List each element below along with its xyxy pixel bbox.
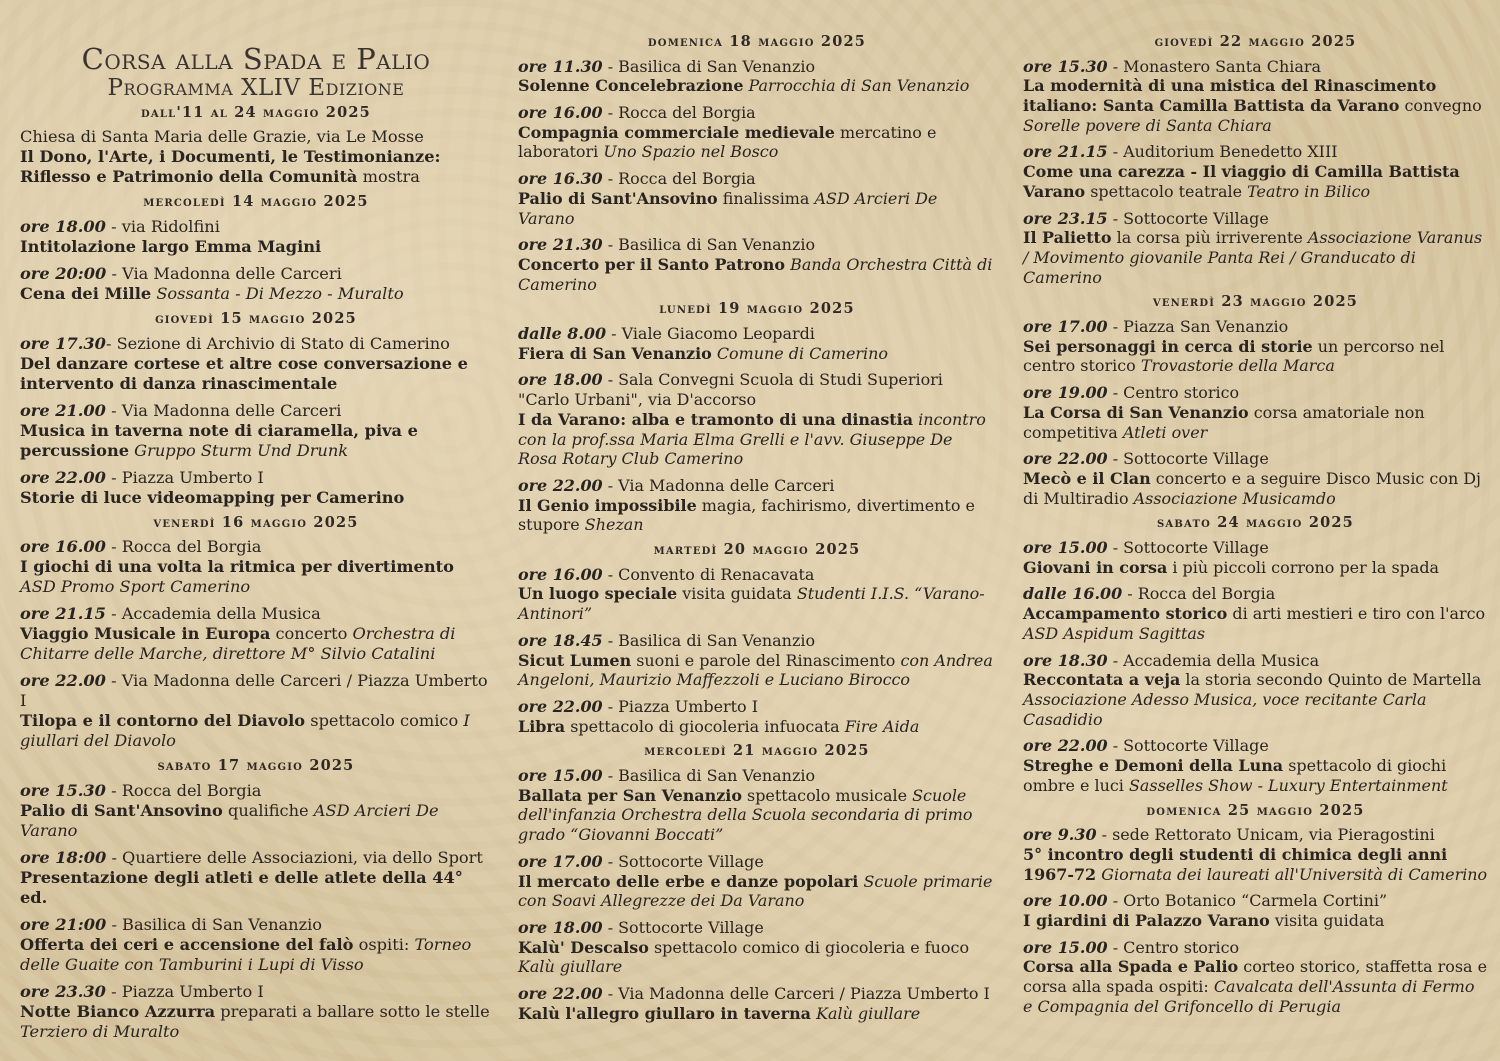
- event-name: Giovani in corsa: [1023, 557, 1168, 577]
- event-organizer: Fire Aida: [844, 716, 920, 736]
- event-place: - Rocca del Borgia: [602, 169, 756, 189]
- event-place: - Via Madonna delle Carceri / Piazza Umberto I: [20, 671, 488, 711]
- event-place: - Quartiere delle Associazioni, via dello Sport: [106, 847, 483, 867]
- event-time: ore 21.15: [1023, 142, 1108, 162]
- event-description: un percorso nel centro storico: [1023, 336, 1445, 376]
- event-place: - Sottocorte Village: [1107, 736, 1269, 756]
- event-organizer: ASD Arcieri De Varano: [20, 800, 439, 840]
- event-time: ore 21.00: [20, 400, 106, 420]
- event-description: spettacolo di giochi ombre e luci: [1023, 756, 1447, 795]
- event-time: ore 17.00: [1023, 317, 1108, 337]
- event-time: ore 20:00: [20, 263, 107, 283]
- event-place: - Sottocorte Village: [602, 918, 764, 937]
- event-organizer: Scuole dell'infanzia Orchestra della Scuola secondaria di primo grado “Giovanni Boccati”: [518, 785, 973, 845]
- event-item: [20, 264, 492, 304]
- event-place: - Via Madonna delle Carceri: [602, 476, 835, 495]
- event-description: mercatino e laboratori: [518, 122, 937, 162]
- event-time: ore 22.00: [20, 467, 106, 487]
- day-header: sabato 17 maggio 2025: [157, 757, 355, 775]
- event-item: [20, 604, 492, 664]
- event-place: - Basilica di San Venanzio: [106, 914, 323, 934]
- event-description: spettacolo teatrale: [1090, 181, 1243, 201]
- event-description: magia, fachirismo, divertimento e stupore: [518, 495, 975, 535]
- event-place: - Sottocorte Village: [1107, 208, 1269, 228]
- event-place: - Viale Giacomo Leopardi: [606, 324, 815, 344]
- event-time: ore 15.00: [1023, 937, 1108, 957]
- event-name: I giardini di Palazzo Varano: [1023, 911, 1270, 930]
- event-place: - Centro storico: [1107, 937, 1240, 957]
- event-place: - Rocca del Borgia: [105, 780, 262, 800]
- event-time: ore 15.00: [518, 766, 603, 786]
- event-name: Sei personaggi in cerca di storie: [1023, 336, 1313, 356]
- event-organizer: Studenti I.I.S. “Varano-Antinori”: [518, 584, 985, 624]
- event-time: ore 22.00: [20, 671, 106, 691]
- event-description: spettacolo musicale: [747, 785, 908, 805]
- event-place: - Piazza Umberto I: [602, 697, 758, 716]
- event-place: - Monastero Santa Chiara: [1107, 56, 1321, 76]
- event-organizer: Associazione Varanus / Movimento giovanile Panta Rei / Granducato di Camerino: [1023, 228, 1483, 287]
- event-time: ore 22.00: [518, 476, 603, 495]
- event-organizer: Terziero di Muralto: [20, 1021, 180, 1041]
- event-item: [20, 468, 492, 508]
- event-organizer: I giullari del Diavolo: [20, 711, 470, 751]
- day-header: domenica 18 maggio 2025: [647, 33, 867, 50]
- event-item: [20, 217, 492, 257]
- title-line-2: Programma XLIV Edizione: [107, 75, 405, 102]
- event-name: Corsa alla Spada e Palio: [1023, 957, 1239, 977]
- event-description: finalissima: [722, 188, 810, 208]
- event-organizer: Atleti over: [1122, 422, 1208, 442]
- event-time: ore 18.00: [518, 918, 603, 937]
- event-name: Kalù' Descalso: [518, 937, 649, 957]
- event-place: - Piazza Umberto I: [105, 467, 264, 487]
- event-item: [1023, 383, 1488, 442]
- event-organizer: Sossanta - Di Mezzo - Muralto: [156, 283, 404, 303]
- program-title: [20, 44, 492, 101]
- event-item: [1023, 57, 1488, 136]
- event-item: [518, 103, 996, 162]
- event-organizer: Orchestra di Chitarre delle Marche, direttore M° Silvio Catalini: [20, 624, 456, 664]
- event-organizer: Shezan: [584, 515, 644, 535]
- event-place: - Basilica di San Venanzio: [602, 766, 816, 786]
- event-description: corsa amatoriale non competitiva: [1023, 402, 1425, 442]
- event-description: preparati a ballare sotto le stelle: [220, 1001, 490, 1021]
- event-place: - Rocca del Borgia: [602, 103, 756, 123]
- event-description: la storia secondo Quinto de Martella: [1185, 670, 1482, 690]
- event-place: - Sala Convegni Scuola di Studi Superiori "Carlo Urbani", via D'accorso: [518, 370, 943, 410]
- event-name: Il Genio impossibile: [518, 495, 697, 515]
- event-description: di arti mestieri e tiro con l'arco: [1232, 604, 1486, 624]
- event-time: ore 16.00: [518, 564, 603, 584]
- event-item: [1023, 538, 1488, 577]
- column-3: [1023, 0, 1488, 1024]
- event-organizer: Associazione Adesso Musica, voce recitante Carla Casadidio: [1023, 690, 1427, 729]
- event-description: la corsa più irriverente: [1116, 228, 1303, 248]
- event-item: [1023, 651, 1488, 730]
- day-header: mercoledì 21 maggio 2025: [644, 742, 870, 760]
- event-description: visita guidata: [1274, 911, 1385, 930]
- event-organizer: Parrocchia di San Venanzio: [748, 76, 970, 96]
- event-organizer: Kalù giullare: [518, 957, 623, 977]
- event-description: spettacolo comico: [310, 711, 459, 731]
- event-name: Fiera di San Venanzio: [518, 343, 712, 363]
- event-item: [518, 918, 996, 977]
- event-time: ore 22.00: [1023, 736, 1108, 756]
- event-name: Presentazione degli atleti e delle atlete della 44° ed.: [20, 867, 463, 907]
- event-organizer: ASD Promo Sport Camerino: [20, 577, 251, 597]
- event-time: ore 21.15: [20, 604, 106, 624]
- event-place: - Auditorium Benedetto XIII: [1107, 142, 1338, 162]
- event-time: ore 23.30: [20, 981, 106, 1001]
- event-description: mostra: [362, 167, 420, 187]
- event-name: Mecò e il Clan: [1023, 469, 1151, 488]
- event-organizer: con Andrea Angeloni, Maurizio Maffezzoli e Luciano Birocco: [518, 650, 993, 690]
- event-place: - sede Rettorato Unicam, via Pieragostini: [1096, 825, 1435, 845]
- event-name: I da Varano: alba e tramonto di una dinastia: [518, 409, 914, 429]
- event-name: Kalù l'allegro giullaro in taverna: [518, 1003, 811, 1023]
- event-place: - Sottocorte Village: [602, 851, 764, 871]
- column-1: [20, 0, 492, 1049]
- event-description: qualifiche: [227, 800, 309, 820]
- title-line-1: Corsa alla Spada e Palio: [81, 42, 431, 76]
- event-item: [20, 982, 492, 1042]
- event-time: ore 19.00: [1023, 383, 1108, 403]
- event-name: Il mercato delle erbe e danze popolari: [518, 871, 859, 891]
- event-time: ore 21.30: [518, 235, 603, 255]
- event-name: Viaggio Musicale in Europa: [20, 624, 271, 644]
- event-item: [518, 631, 996, 690]
- event-name: Compagnia commerciale medievale: [518, 122, 835, 142]
- event-time: ore 18.00: [20, 216, 106, 236]
- event-place: - Centro storico: [1107, 383, 1240, 403]
- event-time: ore 16.00: [20, 537, 106, 557]
- event-organizer: Torneo delle Guaite con Tamburini i Lupi di Visso: [20, 934, 472, 974]
- event-description: corteo storico, staffetta rosa e corsa alla spada ospiti:: [1023, 957, 1488, 997]
- event-name: Notte Bianco Azzurra: [20, 1001, 216, 1021]
- event-description: i più piccoli corrono per la spada: [1172, 557, 1440, 577]
- event-description: visita guidata: [682, 584, 792, 604]
- event-organizer: Uno Spazio nel Bosco: [603, 142, 779, 162]
- days-list: [518, 34, 996, 1024]
- event-item: [20, 537, 492, 597]
- event-name: Libra: [518, 716, 566, 736]
- event-time: ore 10.00: [1023, 891, 1108, 911]
- event-time: ore 16.30: [518, 169, 603, 189]
- event-name: Sicut Lumen: [518, 650, 632, 670]
- days-list: [1023, 34, 1488, 1017]
- event-name: Palio di Sant'Ansovino: [518, 188, 718, 208]
- event-name: Musica in taverna note di ciaramella, piva e percussione: [20, 420, 418, 460]
- event-place: - Rocca del Borgia: [1122, 584, 1276, 604]
- event-place: - Rocca del Borgia: [105, 537, 262, 557]
- event-place: - Via Madonna delle Carceri / Piazza Umberto I: [602, 984, 990, 1004]
- event-time: dalle 16.00: [1023, 584, 1123, 604]
- event-item: [518, 697, 996, 736]
- event-organizer: Scuole primarie con Soavi Allegrezze dei Da Varano: [518, 871, 993, 911]
- event-name: Cena dei Mille: [20, 283, 152, 303]
- event-name: Ballata per San Venanzio: [518, 785, 742, 805]
- day-header: lunedì 19 maggio 2025: [659, 300, 855, 318]
- event-description: ospiti:: [358, 934, 410, 954]
- event-time: ore 11.30: [518, 56, 603, 76]
- event-name: Reccontata a veja: [1023, 670, 1181, 690]
- event-time: dalle 8.00: [518, 324, 607, 344]
- event-place: Chiesa di Santa Maria delle Grazie, via Le Mosse: [20, 127, 424, 147]
- days-list: [20, 105, 492, 1042]
- event-name: Un luogo speciale: [518, 584, 678, 604]
- event-time: ore 18:00: [20, 847, 107, 867]
- event-time: ore 18.30: [1023, 650, 1108, 670]
- event-place: - Basilica di San Venanzio: [602, 630, 816, 650]
- event-organizer: Trovastorie della Marca: [1140, 356, 1335, 376]
- day-header: dall'11 al 24 maggio 2025: [141, 103, 371, 121]
- event-item: [20, 127, 492, 187]
- event-item: [1023, 938, 1488, 1017]
- event-item: [20, 671, 492, 751]
- event-item: [1023, 449, 1488, 508]
- event-description: convegno: [1404, 96, 1482, 116]
- event-item: [518, 476, 996, 535]
- event-place: - Via Madonna delle Carceri: [106, 263, 342, 283]
- event-place: - Accademia della Musica: [1107, 650, 1320, 670]
- event-time: ore 9.30: [1023, 825, 1097, 845]
- day-header: giovedì 22 maggio 2025: [1154, 33, 1357, 50]
- event-item: [518, 57, 996, 96]
- event-organizer: incontro con la prof.ssa Maria Elma Grelli e l'avv. Giuseppe De Rosa Rotary Club Camerino: [518, 409, 986, 469]
- event-name: 5° incontro degli studenti di chimica degli anni 1967-72: [1023, 844, 1448, 884]
- day-header: mercoledì 14 maggio 2025: [143, 193, 369, 211]
- event-item: [20, 334, 492, 394]
- event-place: - Basilica di San Venanzio: [602, 235, 816, 255]
- event-item: [20, 915, 492, 975]
- event-item: [1023, 736, 1488, 795]
- event-name: Solenne Concelebrazione: [518, 76, 744, 96]
- event-place: - Convento di Renacavata: [602, 564, 815, 584]
- day-header: sabato 24 maggio 2025: [1157, 514, 1354, 532]
- event-name: Palio di Sant'Ansovino: [20, 800, 223, 820]
- day-header: martedì 20 maggio 2025: [653, 541, 861, 559]
- event-organizer: Teatro in Bilico: [1247, 181, 1371, 201]
- event-place: - Piazza San Venanzio: [1107, 317, 1289, 337]
- event-name: Il Dono, l'Arte, i Documenti, le Testimonianze: Riflesso e Patrimonio della Comunità: [20, 147, 441, 187]
- event-organizer: Gruppo Sturm Und Drunk: [134, 440, 349, 460]
- event-description: spettacolo di giocoleria infuocata: [570, 716, 840, 736]
- day-header: domenica 25 maggio 2025: [1146, 801, 1365, 819]
- event-organizer: Sasselles Show - Luxury Entertainment: [1129, 775, 1448, 795]
- day-header: venerdì 23 maggio 2025: [1152, 293, 1359, 311]
- event-name: Tilopa e il contorno del Diavolo: [20, 711, 306, 731]
- event-item: [518, 324, 996, 363]
- event-item: [1023, 142, 1488, 201]
- event-time: ore 16.00: [518, 103, 603, 123]
- column-2: [518, 0, 996, 1031]
- event-description: spettacolo comico di giocoleria e fuoco: [653, 937, 970, 957]
- event-item: [20, 781, 492, 841]
- event-name: Come una carezza - Il viaggio di Camilla Battista Varano: [1023, 162, 1460, 201]
- event-organizer: Giornata dei laureati all'Università di Camerino: [1101, 864, 1488, 884]
- event-item: [518, 565, 996, 624]
- event-place: - Sottocorte Village: [1107, 449, 1269, 469]
- event-name: Del danzare cortese et altre cose conversazione e intervento di danza rinascimentale: [20, 353, 468, 393]
- event-time: ore 18.00: [518, 370, 603, 390]
- event-name: Accampamento storico: [1023, 604, 1228, 624]
- event-description: concerto: [275, 624, 348, 644]
- event-organizer: ASD Arcieri De Varano: [518, 188, 938, 228]
- event-time: ore 22.00: [518, 697, 603, 716]
- event-place: - Basilica di San Venanzio: [602, 56, 816, 76]
- event-time: ore 15.30: [1023, 56, 1108, 76]
- event-name: Storie di luce videomapping per Camerino: [20, 487, 405, 507]
- event-item: [518, 370, 996, 469]
- event-item: [518, 235, 996, 294]
- event-item: [1023, 584, 1488, 643]
- event-organizer: ASD Aspidum Sagittas: [1023, 623, 1206, 643]
- event-organizer: Cavalcata dell'Assunta di Fermo e Compagnia del Grifoncello di Perugia: [1023, 977, 1475, 1016]
- event-time: ore 15.00: [1023, 538, 1108, 558]
- event-time: ore 15.30: [20, 780, 106, 800]
- event-name: I giochi di una volta la ritmica per divertimento: [20, 557, 454, 577]
- event-item: [518, 766, 996, 845]
- event-organizer: Kalù giullare: [816, 1003, 921, 1023]
- event-time: ore 17.00: [518, 851, 603, 871]
- event-name: Offerta dei ceri e accensione del falò: [20, 934, 354, 954]
- event-item: [20, 848, 492, 908]
- event-name: Concerto per il Santo Patrono: [518, 255, 786, 274]
- event-item: [518, 984, 996, 1023]
- event-place: - Piazza Umberto I: [105, 981, 264, 1001]
- event-name: Il Palietto: [1023, 228, 1112, 248]
- event-place: - Sottocorte Village: [1107, 538, 1269, 558]
- event-description: suoni e parole del Rinascimento: [636, 650, 896, 670]
- event-time: ore 22.00: [1023, 449, 1108, 469]
- event-time: ore 17.30: [20, 333, 106, 353]
- event-item: [1023, 317, 1488, 376]
- day-header: giovedì 15 maggio 2025: [155, 309, 357, 327]
- event-item: [1023, 209, 1488, 288]
- event-place: - Orto Botanico “Carmela Cortini”: [1107, 891, 1388, 911]
- event-item: [1023, 825, 1488, 884]
- day-header: venerdì 16 maggio 2025: [153, 513, 359, 531]
- event-item: [518, 852, 996, 911]
- event-organizer: Sorelle povere di Santa Chiara: [1023, 115, 1272, 135]
- event-time: ore 21:00: [20, 914, 107, 934]
- event-time: ore 22.00: [518, 984, 603, 1004]
- event-item: [1023, 891, 1488, 930]
- event-description: concerto e a seguire Disco Music con Dj di Multiradio: [1023, 469, 1481, 508]
- event-time: ore 18.45: [518, 630, 603, 650]
- event-place: - Sezione di Archivio di Stato di Camerino: [105, 333, 450, 353]
- event-name: Streghe e Demoni della Luna: [1023, 756, 1284, 776]
- event-time: ore 23.15: [1023, 208, 1108, 228]
- event-name: Intitolazione largo Emma Magini: [20, 236, 322, 256]
- event-item: [518, 169, 996, 228]
- event-place: - Accademia della Musica: [105, 604, 321, 624]
- event-name: La Corsa di San Venanzio: [1023, 402, 1249, 422]
- event-item: [20, 401, 492, 461]
- event-place: - via Ridolfini: [105, 216, 220, 236]
- event-place: - Via Madonna delle Carceri: [105, 400, 342, 420]
- event-organizer: Comune di Camerino: [716, 343, 888, 363]
- event-organizer: Banda Orchestra Città di Camerino: [518, 255, 993, 294]
- event-name: La modernità di una mistica del Rinascimento italiano: Santa Camilla Battista da Varano: [1023, 76, 1437, 116]
- event-organizer: Associazione Musicamdo: [1133, 488, 1336, 508]
